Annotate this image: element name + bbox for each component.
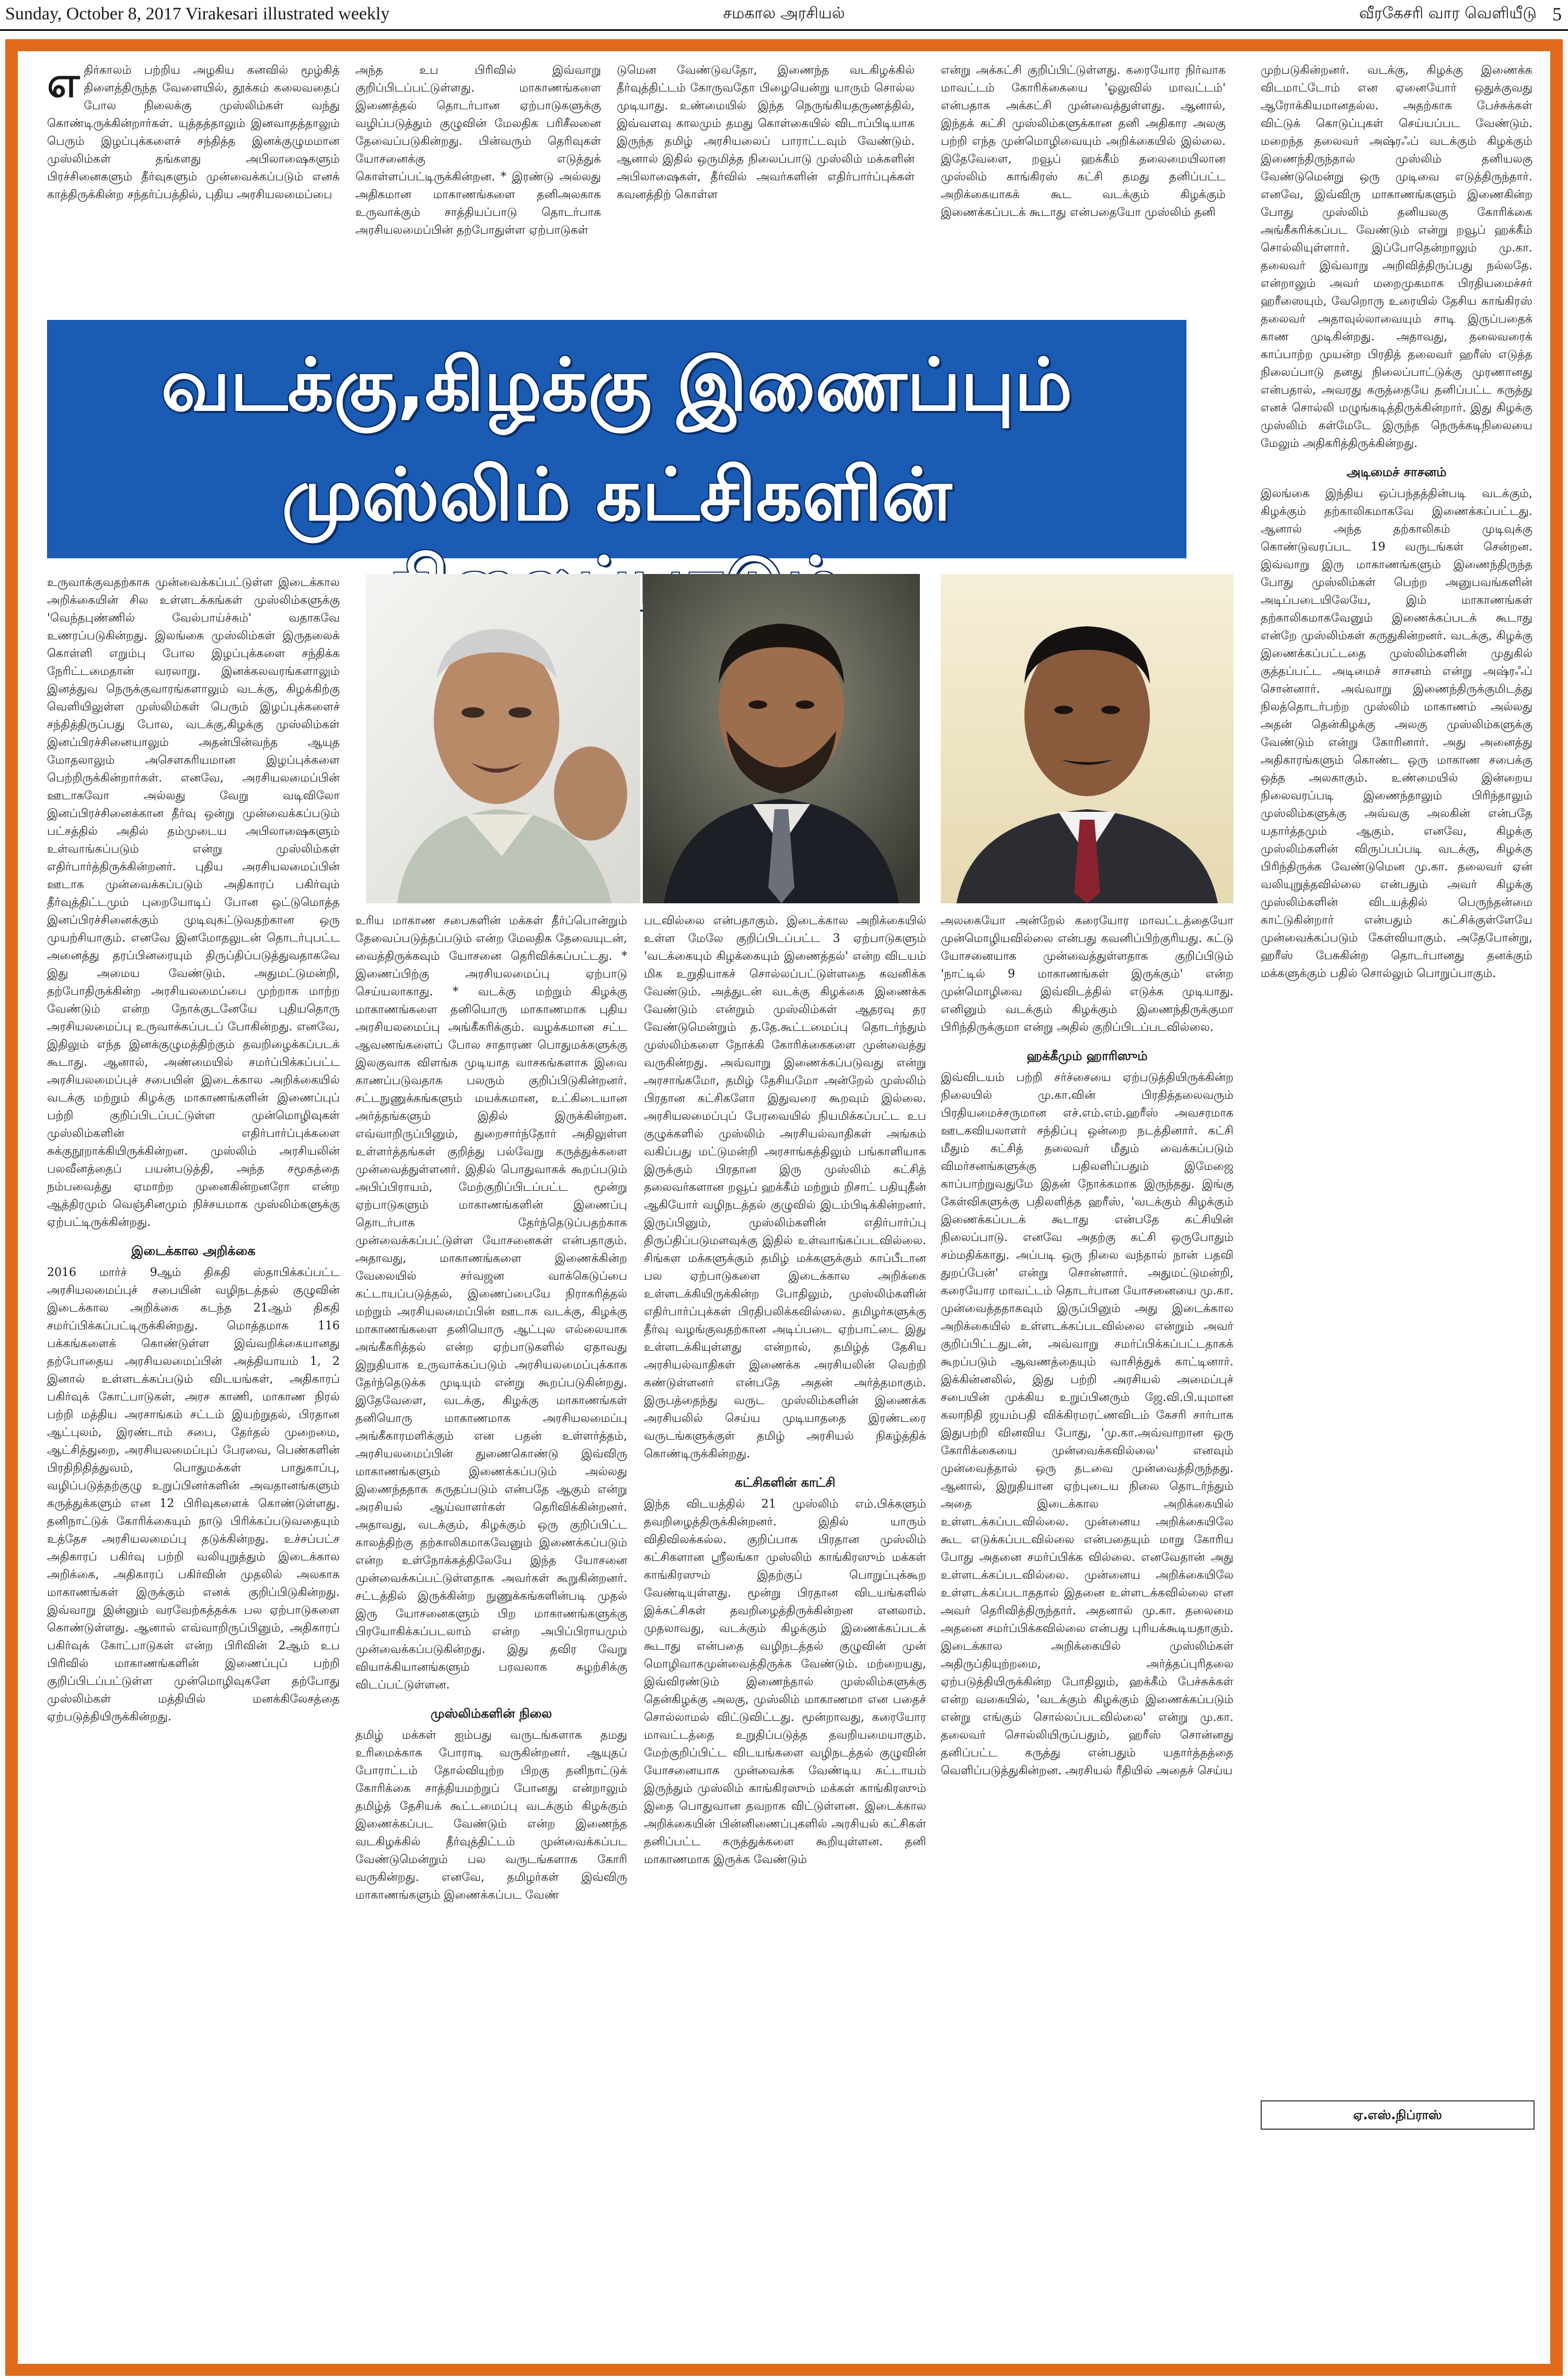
subheading-adimai-sasanam: அடிமைச் சாசனம் — [1346, 464, 1447, 479]
col1-top-text: திர்காலம் பற்றிய அழகிய கனவில் மூழ்கித் திளைத்திருந்த வேளையில், தூக்கம் கலைவதைப் போல நிலைக்கு முஸ்லிம்கள் வந்து கொண்டிருக்கின்றார்கள். யுத்தத்தாலும் இனவாதத்தாலும் பெரும் இழப்புக்களைச் சந்தித்த இனக்குழுமமான முஸ்லிம்கள் தங்களது அபிலாஷைகளும் பிரச்சினைகளும் தீர்வுகளும் முன்வைக்கப்படும் எனக் காத்திருக்கின்ற சந்தர்ப்பத்தில், புதிய அரசியலமைப்பை — [47, 64, 340, 201]
col3-bottom-text: படவில்லை என்பதாகும். இடைக்கால அறிக்கையில் உள்ள மேலே குறிப்பிடப்பட்ட 3 ஏற்பாடுகளும் 'வடக்கையும் கிழக்கையும் இணைத்தல்' என்ற விடயம் மிக உறுதியாகச் சொல்லப்பட்டுள்ளதை கவனிக்க வேண்டும். அத்துடன் வடக்கு கிழக்கை இணைக்க வேண்டும் என்றும் முஸ்லிம்கள் ஆதரவு தர வேண்டுமென்றும் த.தே.கூட்டமைப்பு தொடர்ந்தும் முஸ்லிம்களை நோக்கி கோரிக்கைகளை முன்வைத்து வருகின்றது. அவ்வாறு இணைக்கப்படுவது என்று அரசாங்கமோ, தமிழ் தேசியமோ அன்றேல் முஸ்லிம் பிரதான கட்சிகளோ இதுவரை கூறவும் இல்லை. அரசியலமைப்புப் பேரவையில் நியமிக்கப்பட்ட உப குழுக்களில் முஸ்லிம் அரசியல்வாதிகள் அங்கம் வகிப்பது மட்டுமன்றி அரசாங்கத்திலும் பங்காளியாக இருக்கும் பிரதான இரு முஸ்லிம் கட்சித் தலைவர்களான றவூப் ஹக்கீம் மற்றும் றிசாட் பதியுதீன் ஆகியோர் வழிநடத்தல் குழுவில் இடம்பிடிக்கின்றனர். இருப்பினும், முஸ்லிம்களின் எதிர்பார்ப்பு திருப்திப்படுமளவுக்கு இதில் உள்வாங்கப்படவில்லை. சிங்கள மக்களுக்கும் தமிழ் மக்களுக்கும் காப்பீடான பல ஏற்பாடுகளை இடைக்கால அறிக்கை உள்ளடக்கியிருக்கின்ற போதிலும், முஸ்லிம்களின் எதிர்பார்ப்புக்கள் பிரதிபலிக்கவில்லை. தமிழர்களுக்கு தீர்வு வழங்குவதற்கான அடிப்படை ஏற்பாட்டை இது உள்ளடக்கியுள்ளது என்றால், தமிழ்த் தேசிய அரசியல்வாதிகள் இணைக்க அரசியலின் வெற்றி கண்டுள்ளனர் என்பதே அதன் அர்த்தமாகும். இருபத்தைந்து வருட முஸ்லிம்களின் இணைக்க அரசியலில் செய்ய முடியாததை இரண்டரை வருடங்களுக்குள் தமிழ் அரசியல் நிகழ்த்திக் கொண்டிருக்கின்றது. — [644, 914, 926, 1461]
subheading-idaikkala-arikkai: இடைக்கால அறிக்கை — [131, 1243, 256, 1258]
headline-line-1: வடக்கு,கிழக்கு இணைப்பும் — [161, 343, 1073, 427]
photo-portrait-right — [941, 574, 1233, 903]
column-2-top — [355, 62, 601, 307]
author-byline: ஏ.எஸ்.நிப்ராஸ் — [1261, 2100, 1535, 2130]
col4-bottom-text: அலகையோ அன்றேல் கரையோர மாவட்டத்தையோ முன்மொழியவில்லை என்பது கவனிப்பிற்குரியது. கட்டு யோசனையாக முன்வைத்துள்ளதாக குறிப்பிடும் 'நாட்டில் 9 மாகாணங்கள் இருக்கும்' என்ற முன்மொழிவை இவ்விடத்தில் எடுக்க முடியாது. எனினும் வடக்கும் கிழக்கும் இணைந்திருக்குமா பிரிந்திருக்குமா என்று அதில் குறிப்பிடப்படவில்லை. — [941, 914, 1233, 1034]
col1-bottom-text: 2016 மார்ச் 9ஆம் திகதி ஸ்தாபிக்கப்பட்ட அரசியலமைப்புச் சபையின் வழிநடத்தல் குழுவின் இடைக்கால அறிக்கை கடந்த 21ஆம் திகதி சமர்ப்பிக்கப்பட்டிருக்கின்றது. மொத்தமாக 116 பக்கங்களைக் கொண்டுள்ள இவ்வறிக்கையானது தற்போதைய அரசியலமைப்பின் அத்தியாயம் 1, 2 இனால் உள்ளடக்கப்படும் விடயங்கள், அதிகாரப் பகிர்வுக் கோட்பாடுகள், அரச காணி, மாகாண நிரல் பற்றி மத்திய அரசாங்கம் சட்டம் இயற்றுதல், பிரதான ஆட்புலம், இரண்டாம் சபை, தேர்தல் முறைமை, ஆட்சித்துறை, அரசியலமைப்புப் பேரவை, பெண்களின் பிரதிநிதித்துவம், பொதுமக்கள் பாதுகாப்பு, வழிப்படுத்தற்குழு உறுப்பினர்களின் அவதானங்களும் கருத்துக்களும் என 12 பிரிவுகளைக் கொண்டுள்ளது. தனிநாட்டுக் கோரிக்கையும் நாடு பிரிக்கப்படுவதையும் உத்தேச அரசியலமைப்பு தடுக்கின்றது. உச்சப்பட்ச அதிகாரப் பகிர்வு பற்றி வலியுறுத்தும் இடைக்கால அறிக்கை, அதிகாரப் பகிர்வின் முதலில் அலகாக மாகாணங்கள் இருக்கும் எனக் குறிப்பிடுகின்றது. இவ்வாறு இன்னும் வரவேற்கத்தக்க பல ஏற்பாடுகளை கொண்டுள்ளது. ஆனால் எவ்வாறிருப்பினும், அதிகாரப் பகிர்வுக் கோட்பாடுகள் என்ற பிரிவின் 2ஆம் உப பிரிவில் மாகாணங்களின் இணைப்புப் பற்றி குறிப்பிடப்பட்டுள்ள முன்மொழிவுகளே தற்போது முஸ்லிம்கள் மத்தியில் மனக்கிலேசத்தை ஏற்படுத்தியிருக்கின்றது. — [47, 1266, 340, 1723]
headline-line-2: முஸ்லிம் கட்சிகளின் — [282, 453, 952, 537]
masthead — [0, 0, 1568, 30]
photo-portrait-left — [366, 574, 640, 903]
subheading-muslimgalin-nilai: முஸ்லிம்களின் நிலை — [430, 1706, 552, 1721]
section-name: சமகால அரசியல் — [723, 4, 845, 22]
headline-banner — [47, 320, 1186, 558]
photo-portrait-center — [643, 574, 920, 903]
column-1-top — [47, 62, 340, 307]
col5-bottom-text: இலங்கை இந்திய ஒப்பந்தத்தின்படி வடக்கும், கிழக்கும் தற்காலிகமாகவே இணைக்கப்பட்டது. ஆனால் அந்த தற்காலிகம் முடிவுக்கு கொண்டுவரப்பட 19 வருடங்கள் சென்றன. இவ்வாறு இரு மாகாணங்களும் இணைந்திருந்த போது முஸ்லிம்கள் பெற்ற அனுபவங்களின் அடிப்படையிலேயே, இம் மாகாணங்கள் தற்காலிகமாகவேனும் இணைக்கப்படக் கூடாது என்றே முஸ்லிம்கள் கருதுகின்றனர். வடக்கு, கிழக்கு இணைக்கப்பட்டதை முஸ்லிம்களின் முதுகில் குத்தப்பட்ட அடிமைச் சாசனம் என்று அஷ்ரஃப் சொன்னார். அவ்வாறு இணைந்திருக்குமிடத்து நிலத்தொடர்பற்ற முஸ்லிம் மாகாணம் அல்லது அதன் தென்கிழக்கு அலகு முஸ்லிம்களுக்கு வேண்டும் என்று கோரினார். அது அனைத்து அதிகாரங்களும் கொண்ட ஒரு மாகாண சபைக்கு ஒத்த அலகாகும். உண்மையில் இன்றைய நிலைவரப்படி இணைந்தாலும் பிரிந்தாலும் முஸ்லிம்களுக்கு அவ்வகு அலகின் என்பதே யதார்த்தமும் ஆகும். எனவே, கிழக்கு முஸ்லிம்களின் விருப்பப்படி வடக்கு, கிழக்கு பிரிந்திருக்க வேண்டுமென மு.கா. தலைவர் ஏன் வலியுறுத்தவில்லை என்பதும் அவர் கிழக்கு முஸ்லிம்களின் விடயத்தில் பெருந்தன்மை காட்டுகின்றார் என்பதும் கட்சிக்குள்ளேயே முன்வைக்கப்படும் கேள்வியாகும். அதேபோன்று, ஹரீஸ் பேசுகின்ற தொடர்பானது தனக்கும் மக்களுக்கும் பதில் சொல்லும் பொறுப்பாகும். — [1261, 487, 1532, 980]
column-4 — [941, 912, 1233, 2364]
page-number: 5 — [1552, 4, 1562, 25]
column-5 — [1261, 62, 1532, 2090]
column-4-top — [941, 62, 1226, 307]
col3-top-text: டுமென வேண்டுவதோ, இணைந்த வடகிழக்கில் தீர்வுத்திட்டம் கோருவதோ பிழையென்று யாரும் சொல்ல முடியாது. உண்மையில் இந்த நெருங்கியதருணத்தில், இவ்வளவு காலமும் தமது கொள்கையில் விடாப்பிடியாக இருந்த தமிழ் அரசியலைப் பாராட்டவும் வேண்டும். ஆனால் இதில் ஒருமித்த நிலைப்பாடு முஸ்லிம் மக்களின் அபிலாஷைகள், தீர்வில் அவர்களின் எதிர்பார்ப்புக்கள் கவனத்திற் கொள்ள — [617, 64, 915, 201]
column-1 — [47, 574, 340, 2364]
col1-mid-text: உருவாக்குவதற்காக முன்வைக்கப்பட்டுள்ள இடைக்கால அறிக்கையின் சில உள்ளடக்கங்கள் முஸ்லிம்களுக்கு 'வெந்தபுண்ணில் வேல்பாய்ச்சும்' வதாகவே உணரப்படுகின்றது. இலங்கை முஸ்லிம்கள் இருதலைக் கொள்ளி எறும்பு போல இழப்புக்களை சந்திக்க நேரிட்டமைதான் வரலாறு. இனக்கலவரங்களாலும் இனத்துவ நெருக்குவாரங்களாலும் வடக்கு, கிழக்கிற்கு வெளியிலுள்ள முஸ்லிம்கள் பெரும் இழப்புக்களைச் சந்தித்திருப்பது போல, வடக்கு,கிழக்கு முஸ்லிம்கள் இனப்பிரச்சினையாலும் அதன்பின்வந்த ஆயுத மோதலாலும் அசௌகரியமான இழப்புக்களை பெற்றிருக்கின்றார்கள். எனவே, அரசியலமைப்பின் ஊடாகவோ அல்லது வேறு வடிவிலோ இனப்பிரச்சினைக்கான தீர்வு ஒன்று முன்வைக்கப்படும் பட்சத்தில் அதில் தம்முடைய அபிலாஷைகளும் உள்வாங்கப்படும் என்று முஸ்லிம்கள் எதிர்பார்த்திருக்கின்றனர். புதிய அரசியலமைப்பின் ஊடாக முன்வைக்கப்படும் அதிகாரப் பகிர்வும் தீர்வுத்திட்டமும் புறையோடிப் போன ஒட்டுமொத்த இனப்பிரச்சினைக்கும் முடிவுகட்டுவதற்கான ஒரு முயற்சியாகும். எனவே இனமோதலுடன் தொடர்புபட்ட அனைத்து தரப்பினரையும் திருப்திப்படுத்துவதாகவே இது அமைய வேண்டும். அதுமட்டுமன்றி, தற்போதிருக்கின்ற அரசியலமைப்பை முற்றாக மாற்ற வேண்டும் என்ற நோக்குடனேயே புதியதொரு அரசியலமைப்பு உருவாக்கப்படப் போகின்றது. எனவே, இதிலும் எந்த இனக்குழுமத்திற்கும் தவறிழைக்கப்படக் கூடாது. ஆனால், அண்மையில் சமர்ப்பிக்கப்பட்ட அரசியலமைப்புச் சபையின் இடைக்கால அறிக்கையில் வடக்கு மற்றும் கிழக்கு மாகாணங்களின் இணைப்புப் பற்றி குறிப்பிடப்பட்டுள்ள முன்மொழிவுகள் முஸ்லிம்களின் எதிர்பார்ப்புக்களை சுக்குநூறாக்கியிருக்கின்றன. முஸ்லிம் அரசியலின் பலவீனத்தைப் பயன்படுத்தி, அந்த சமூகத்தை நம்பவைத்து ஏமாற்ற முனைகின்றனரோ என்ற ஆத்திரமும் வெஞ்சினமும் நிச்சயமாக முஸ்லிம்களுக்கு ஏற்பட்டிருக்கின்றது. — [47, 576, 340, 1229]
col4-top-text: என்று அக்கட்சி குறிப்பிட்டுள்ளது. கரையோர நிர்வாக மாவட்டம் கோரிக்கையை 'ஓலுவில் மாவட்டம்' என்பதாக அக்கட்சி முன்வைத்துள்ளது. ஆனால், இந்தக் கட்சி முஸ்லிம்களுக்கான தனி அதிகார அலகு பற்றி எந்த முன்மொழிவையும் அறிக்கையில் இல்லை. இதேவேளை, றவூப் ஹக்கீம் தலைமையிலான முஸ்லிம் காங்கிரஸ் கட்சி தமது தனிப்பட்ட அறிக்கையாகக் கூட வடக்கும் கிழக்கும் இணைக்கப்படக் கூடாது என்பதையோ முஸ்லிம் தனி — [941, 64, 1226, 219]
masthead-rule — [0, 29, 1568, 31]
column-2 — [355, 912, 627, 2364]
col3-end-text: இந்த விடயத்தில் 21 முஸ்லிம் எம்.பிக்களும் தவறிழைத்திருக்கின்றனர். இதில் யாரும் விதிவிலக்கல்ல. குறிப்பாக பிரதான முஸ்லிம் கட்சிகளான ஸ்ரீலங்கா முஸ்லிம் காங்கிரஸும் மக்கள் காங்கிரஸும் இதற்குப் பொறுப்புக்கூற வேண்டியுள்ளது. மூன்று பிரதான விடயங்களில் இக்கட்சிகள் தவறிழைத்திருக்கின்றன எனலாம். முதலாவது, வடக்கும் கிழக்கும் இணைக்கப்படக் கூடாது என்பதை வழிநடத்தல் குழுவின் முன் மொழிவாகமுன்வைத்திருக்க வேண்டும். மற்றையது, இவ்விரண்டும் இணைந்தால் முஸ்லிம்களுக்கு தென்கிழக்கு அலகு, முஸ்லிம் மாகாணமா என பதைச் சொல்லாமல் விட்டுவிட்டது. மூன்றாவது, கரையோர மாவட்டத்தை உறுதிப்படுத்த தவறியமையாகும். மேற்குறிப்பிட்ட விடயங்களை வழிநடத்தல் குழுவின் யோசனையாக முன்வைக்க வேண்டிய கட்டாயம் இருந்தும் முஸ்லிம் காங்கிரஸும் மக்கள் காங்கிரஸும் இதை பொதுவான தவறாக விட்டுள்ளன. இடைக்கால அறிக்கையின் பின்னிணைப்புகளில் அரசியல் கட்சிகள் தனிப்பட்ட கருத்துக்களை கூறியுள்ளன. தனி மாகாணமாக இருக்க வேண்டும் — [644, 1498, 926, 1866]
column-3 — [644, 912, 926, 2364]
col5-top-text: முற்படுகின்றனர். வடக்கு, கிழக்கு இணைக்க விடமாட்டோம் என ஏனையோர் ஒதுக்குவது ஆரோக்கியமானதல்ல. அதற்காக பேச்சுக்கள் விட்டுக் கொடுப்புகள் செய்யப்பட வேண்டும். மறைந்த தலைவர் அஷ்ரஃப் வடக்கும் கிழக்கும் இணைந்திருந்தால் முஸ்லிம் தனியலகு வேண்டுமென்று ஒரு முடிவை எடுத்திருந்தார். எனவே, இவ்விரு மாகாணங்களும் இணைகின்ற போது முஸ்லிம் தனியலகு கோரிக்கை அங்கீகரிக்கப்பட வேண்டும் என்று றவூப் ஹக்கீம் சொல்லியுள்ளார். இப்போதென்றாலும் மு.கா. தலைவர் இவ்வாறு அறிவித்திருப்பது நல்லதே. என்றாலும் அவர் மறைமுகமாக பிரதியமைச்சர் ஹரீஸையும், வேறொரு உரையில் தேசிய காங்கிரஸ் தலைவர் அதாவுல்லாவையும் சாடி இருப்பதைக் காண முடிகின்றது. அதாவது, தலைவரைக் காப்பாற்ற முயன்ற பிரதித் தலைவர் ஹரீஸ் எடுத்த நிலைப்பாடு தனது நிலைப்பாட்டுக்கு முரணானது என்பதால், அவரது கருத்தையே தனிப்பட்ட கருத்து எனச் சொல்லி மழுங்கடித்திருக்கின்றார். இது கிழக்கு முஸ்லிம் கள்மேடே இருந்த நெருக்கடிநிலையை மேலும் அதிகரித்திருக்கின்றது. — [1261, 64, 1532, 450]
column-3-top — [617, 62, 915, 307]
subheading-hakeem-harees: ஹக்கீமும் ஹாரிஸும் — [1027, 1048, 1148, 1063]
dropcap: எ — [47, 62, 80, 107]
col2-end-text: தமிழ் மக்கள் ஐம்பது வருடங்களாக தமது உரிமைக்காக போராடி வருகின்றனர். ஆயுதப் போராட்டம் தோல்வியுற்ற பிறகு தனிநாட்டுக் கோரிக்கை சாத்தியமற்றுப் போனது என்றாலும் தமிழ்த் தேசியக் கூட்டமைப்பு வடக்கும் கிழக்கும் இணைக்கப்பட வேண்டும் என்ற இணைந்த வடகிழக்கில் தீர்வுத்திட்டம் முன்வைக்கப்பட வேண்டுமென்றும் பல வருடங்களாக கோரி வருகின்றது. எனவே, தமிழர்கள் இவ்விரு மாகாணங்களும் இணைக்கப்பட வேண் — [355, 1729, 627, 1902]
col2-bottom-text: உரிய மாகாண சபைகளின் மக்கள் தீர்ப்பொன்றும் தேவைப்படுத்தப்படும் என்ற மேலதிக தேவையுடன், வைத்திருக்கவும் யோசனை தெரிவிக்கப்பட்டது. * இணைப்பிற்கு அரசியலமைப்பு ஏற்பாடு செய்யலாகாது. * வடக்கு மற்றும் கிழக்கு மாகாணங்களை தனியொரு மாகாணமாக புதிய அரசியலமைப்பு அங்கீகரிக்கும். வழக்கமான சட்ட ஆவணங்களைப் போல சாதாரண பொதுமக்களுக்கு இலகுவாக விளங்க முடியாத வாசகங்களாக இவை காணப்படுவதாக பலரும் குறிப்பிடுகின்றனர். சட்டநுணுக்கங்களும் மயக்கமான, உட்கிடையான அர்த்தங்களும் இதில் இருக்கின்றன. எவ்வாறிருப்பினும், துறைசார்ந்தோர் அதிலுள்ள உள்ளர்த்தங்கள் குறித்து பல்வேறு கருத்துக்களை முன்வைத்துள்ளனர். இதில் பொதுவாகக் கூறப்படும் அபிப்பிராயம், மேற்குறிப்பிடப்பட்ட மூன்று ஏற்பாடுகளும் மாகாணங்களின் இணைப்பு தொடர்பாக தேர்ந்தெடுப்பதற்காக முன்வைக்கப்பட்டுள்ள யோசனைகள் என்பதாகும். அதாவது, மாகாணங்களை இணைக்கின்ற வேலையில் சர்வஜன வாக்கெடுப்பை கட்டாயப்படுத்தல், இணைப்பையே நிராகரித்தல் மற்றும் அரசியலமைப்பின் ஊடாக வடக்கு, கிழக்கு மாகாணங்களை தனியொரு ஆட்புல எல்லையாக அங்கீகரித்தல் என்ற ஏற்பாடுகளில் ஏதாவது இறுதியாக உருவாக்கப்படும் அரசியலமைப்புக்காக தேர்ந்தெடுக்க முடியும் என்று கூறப்படுகின்றது. இதேவேளை, வடக்கு, கிழக்கு மாகாணங்கள் தனியொரு மாகாணமாக அரசியலமைப்பு அங்கீகாரமளிக்கும் என பதன் உள்ளர்த்தம், அரசியலமைப்பின் துணைகொண்டு இவ்விரு மாகாணங்களும் இணைக்கப்படும் அல்லது இணைந்ததாக கருதப்படும் என்பதே ஆகும் என்று அரசியல் ஆய்வாளர்கள் தெரிவிக்கின்றனர். அதாவது, வடக்கும், கிழக்கும் ஒரு குறிப்பிட்ட காலத்திற்கு தற்காலிகமாகவேனும் இணைக்கப்படும் என்ற உள்நோக்கத்திலேயே இந்த யோசனை முன்வைக்கப்பட்டுள்ளதாக அவர்கள் கூறுகின்றனர். சட்டத்தில் இருக்கின்ற நுணுக்கங்களின்படி முதல் இரு யோசனைகளும் பிற மாகாணங்களுக்கு பிரயோகிக்கப்படலாம் என்ற அபிப்பிராயமும் முன்வைக்கப்படுகின்றது. இது தவிர வேறு வியாக்கியானங்களும் பரவலாக சுழற்சிக்கு விடப்பட்டுள்ளன. — [355, 914, 627, 1692]
publication-name: வீரகேசரி வார வெளியீடு — [1359, 4, 1537, 22]
subheading-katchigalin-katchi: கட்சிகளின் காட்சி — [734, 1475, 836, 1490]
col2-top-text: அந்த உப பிரிவில் இவ்வாறு குறிப்பிடப்பட்டுள்ளது. மாகாணங்களை இணைத்தல் தொடர்பான ஏற்பாடுகளுக்கு வழிப்படுத்தும் குழுவின் மேலதிக பரிசீலனை தேவைப்படுகின்றது. பின்வரும் தெரிவுகள் யோசனைக்கு எடுத்துக் கொள்ளப்பட்டிருக்கின்றன. * இரண்டு அல்லது அதிகமான மாகாணங்களை தனிஅலகாக உருவாக்கும் சாத்தியப்பாடு தொடர்பாக அரசியலமைப்பின் தற்போதுள்ள ஏற்பாடுகள் — [355, 64, 601, 237]
col4-end-text: இவ்விடயம் பற்றி சர்ச்சையை ஏற்படுத்தியிருக்கின்ற நிலையில் மு.கா.வின் பிரதித்தலைவரும் பிரதியமைச்சருமான எச்.எம்.எம்.ஹரீஸ் அவசரமாக ஊடகவியலாளர் சந்திப்பு ஒன்றை நடத்தினார். கட்சி மீதும் கட்சித் தலைவர் மீதும் வைக்கப்படும் விமர்சனங்களுக்கு பதிலளிப்பதும் இமேஜை காப்பாற்றுவதுமே இதன் நோக்கமாக இருந்தது. இங்கு கேள்விகளுக்கு பதிலளித்த ஹரீஸ், 'வடக்கும் கிழக்கும் இணைக்கப்படக் கூடாது என்பதே கட்சியின் நிலைப்பாடு. எனவே அதற்கு கட்சி ஒருபோதும் சம்மதிக்காது. அப்படி ஒரு நிலை வந்தால் நான் பதவி துறப்பேன்' என்று சொன்னார். அதுமட்டுமன்றி, கரையோர மாவட்டம் தொடர்பான யோசனையை மு.கா. முன்வைத்ததாகவும் இருப்பினும் அது இடைக்கால அறிக்கையில் உள்ளடக்கப்படவில்லை என்றும் அவர் குறிப்பிட்டதுடன், அவ்வாறு சமர்ப்பிக்கப்பட்டதாகக் கூறப்படும் ஆவணத்தையும் வாசித்துக் காட்டினார். இக்கின்னலில், இது பற்றி அரசியல் அமைப்புச் சபையின் முக்கிய உறுப்பினரும் ஜே.வி.பி.யுமான கலாநிதி ஜயம்பதி விக்கிரமரட்ணவிடம் கேசரி சார்பாக இதுபற்றி வினவிய போது, 'மு.கா.அவ்வாறான ஒரு கோரிக்கையை முன்வைக்கவில்லை' எனவும் முன்வைத்தால் ஒரு தடவை முன்வைத்திருந்தது. ஆனால், இறுதியான ஏற்புடைய நிலை தொடர்ந்தும் அதை இடைக்கால அறிக்கையில் உள்ளடக்கப்படவில்லை. முன்னைய அறிக்கையிலே கூட எடுக்கப்படவில்லை என்பதையும் மாறு கோரிய போது அதனை சமர்ப்பிக்க வில்லை. எனவேதான் அது உள்ளடக்கப்படவில்லை. முன்னைய அறிக்கையிலே உள்ளடக்கப்படாததால் இதனை உள்ளடக்கவில்லை என அவர் தெரிவித்திருந்தார். அதனால் மு.கா. தலைமை அதனை சமர்ப்பிக்கவில்லை என்பது புரியக்கூடியதாகும். இடைக்கால அறிக்கையில் முஸ்லிம்கள் அதிருப்தியுற்றமை, அர்த்தப்புரிதலை ஏற்படுத்தியிருக்கின்ற போதிலும், ஹக்கீம் பேச்சுக்கள் என்ற வகையில், 'வடக்கும் கிழக்கும் இணைக்கப்படும் என்று எங்கும் சொல்லப்படவில்லை' என்று மு.கா. தலைவர் சொல்லியிருப்பதும், ஹரீஸ் சொன்னது தனிப்பட்ட கருத்து என்பதும் யதார்த்தத்தை வெளிப்படுத்துகின்றன. அரசியல் ரீதியில் அதைச் செய்ய — [941, 1071, 1233, 1777]
date-edition: Sunday, October 8, 2017 Virakesari illustrated weekly — [5, 4, 390, 24]
